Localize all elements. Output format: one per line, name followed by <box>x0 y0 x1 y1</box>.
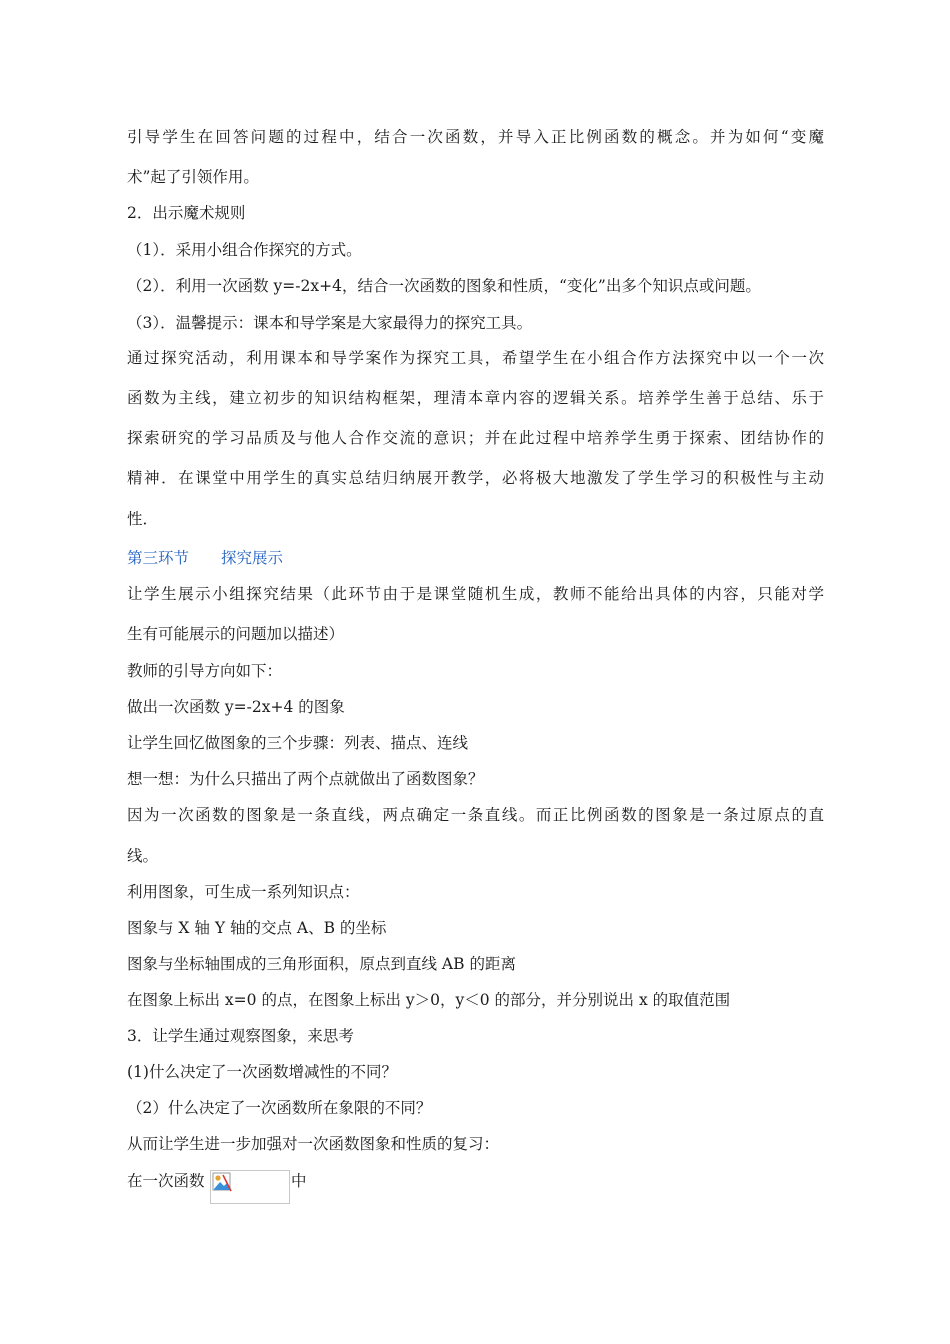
paragraph-line: 教师的引导方向如下： <box>127 662 283 680</box>
embedded-formula-image <box>210 1170 290 1204</box>
list-heading: 2．出示魔术规则 <box>127 204 246 222</box>
paragraph-line: 函数为主线，建立初步的知识结构框架，理清本章内容的逻辑关系。培养学生善于总结、乐于 <box>127 389 824 407</box>
broken-image-icon <box>212 1172 234 1194</box>
paragraph-line: 图象与坐标轴围成的三角形面积，原点到直线 AB 的距离 <box>127 955 516 973</box>
paragraph-line: 探索研究的学习品质及与他人合作交流的意识；并在此过程中培养学生勇于探索、团结协作的 <box>127 429 824 447</box>
paragraph-line: 引导学生在回答问题的过程中，结合一次函数，并导入正比例函数的概念。并为如何“变魔 <box>127 128 824 146</box>
paragraph-line: 图象与 X 轴 Y 轴的交点 A、B 的坐标 <box>127 919 387 937</box>
section-heading <box>127 547 283 569</box>
section-number: 第三环节 <box>127 549 190 567</box>
paragraph-line: 通过探究活动，利用课本和导学案作为探究工具，希望学生在小组合作方法探究中以一个一次 <box>127 349 824 367</box>
paragraph-line: 线。 <box>127 847 159 865</box>
paragraph-line: 中 <box>291 1172 307 1190</box>
paragraph-line: 想一想：为什么只描出了两个点就做出了函数图象？ <box>127 770 484 788</box>
paragraph-line: 做出一次函数 y=-2x+4 的图象 <box>127 698 345 716</box>
paragraph-line: 从而让学生进一步加强对一次函数图象和性质的复习： <box>127 1135 500 1153</box>
paragraph-line: 术”起了引领作用。 <box>127 168 259 186</box>
paragraph-line: 精神．在课堂中用学生的真实总结归纳展开教学，必将极大地激发了学生学习的积极性与主动 <box>127 469 824 487</box>
paragraph-line: 让学生展示小组探究结果（此环节由于是课堂随机生成，教师不能给出具体的内容，只能对学 <box>127 585 824 603</box>
list-heading: 3．让学生通过观察图象，来思考 <box>127 1027 354 1045</box>
paragraph-line: 在一次函数 <box>127 1172 205 1190</box>
section-title: 探究展示 <box>221 549 284 567</box>
list-item: （3）．温馨提示：课本和导学案是大家最得力的探究工具。 <box>127 314 533 332</box>
paragraph-line: 性． <box>127 510 159 528</box>
list-item: (1)什么决定了一次函数增减性的不同？ <box>127 1063 397 1081</box>
paragraph-line: 因为一次函数的图象是一条直线，两点确定一条直线。而正比例函数的图象是一条过原点的直 <box>127 806 824 824</box>
paragraph-line: 利用图象，可生成一系列知识点： <box>127 883 360 901</box>
paragraph-line: 让学生回忆做图象的三个步骤：列表、描点、连线 <box>127 734 469 752</box>
paragraph-line: 在图象上标出 x=0 的点，在图象上标出 y＞0，y＜0 的部分，并分别说出 x 的取值范围 <box>127 991 731 1009</box>
paragraph-line: 生有可能展示的问题加以描述） <box>127 625 345 643</box>
list-item: （1）．采用小组合作探究的方式。 <box>127 241 362 259</box>
list-item: （2）什么决定了一次函数所在象限的不同？ <box>127 1099 432 1117</box>
list-item: （2）．利用一次函数 y=-2x+4，结合一次函数的图象和性质，“变化”出多个知识点或问题。 <box>127 277 761 295</box>
